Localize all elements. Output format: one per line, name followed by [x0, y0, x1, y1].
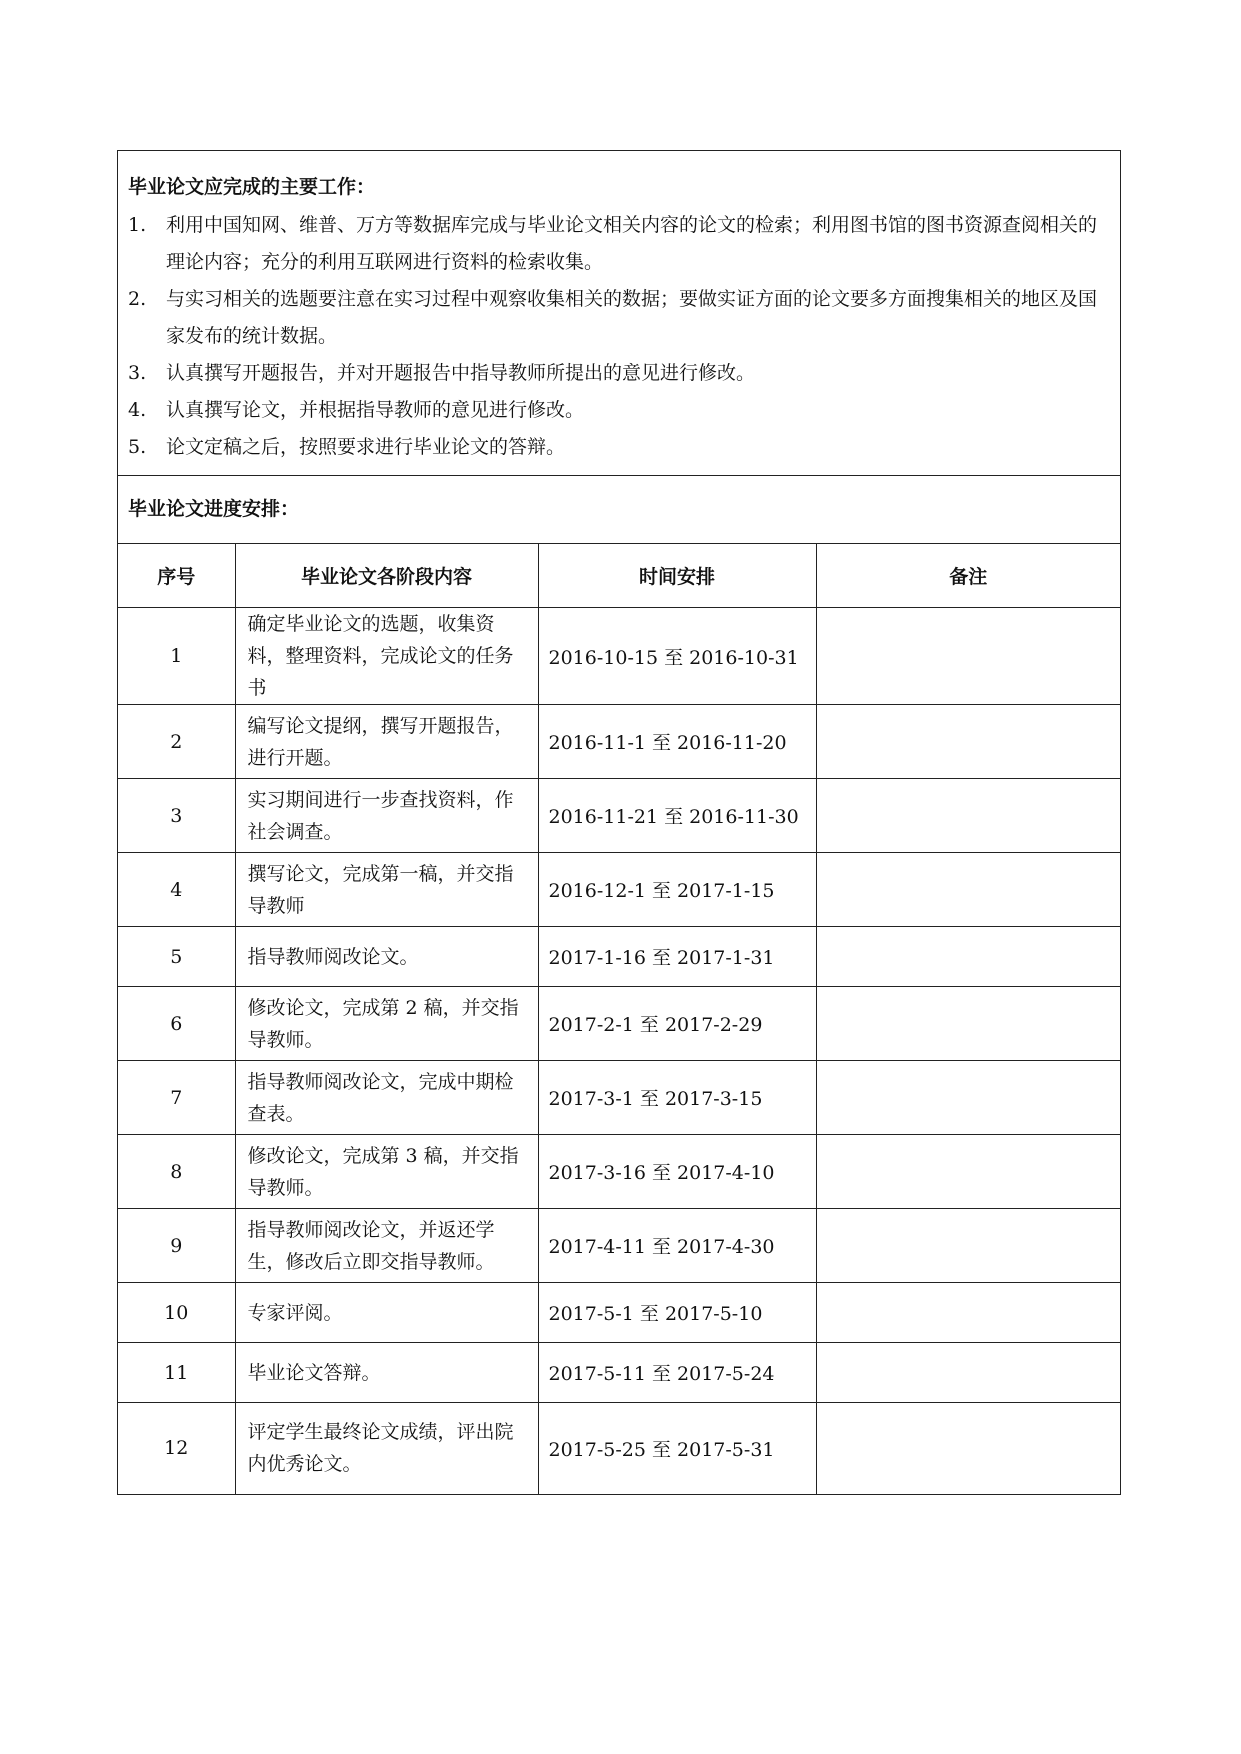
main-work-item	[128, 207, 1110, 281]
row-note	[816, 705, 1120, 779]
row-note	[816, 1061, 1120, 1135]
row-number: 12	[118, 1403, 235, 1494]
header-note: 备注	[816, 544, 1120, 608]
main-work-item	[128, 429, 1110, 466]
row-time-range: 2017-5-25 至 2017-5-31	[538, 1403, 816, 1494]
thesis-task-form	[117, 150, 1121, 1495]
main-work-item-number: 3.	[128, 362, 147, 384]
schedule-header-row	[118, 544, 1120, 608]
table-row	[118, 1403, 1120, 1494]
row-note	[816, 853, 1120, 927]
row-note	[816, 1209, 1120, 1283]
main-work-item	[128, 392, 1110, 429]
row-number: 10	[118, 1283, 235, 1343]
row-stage-content: 实习期间进行一步查找资料，作社会调查。	[235, 779, 538, 853]
row-time-range: 2017-5-1 至 2017-5-10	[538, 1283, 816, 1343]
table-row	[118, 705, 1120, 779]
table-row	[118, 1283, 1120, 1343]
main-work-item-number: 1.	[128, 214, 147, 236]
table-row	[118, 779, 1120, 853]
main-work-item-number: 2.	[128, 288, 147, 310]
table-row	[118, 1209, 1120, 1283]
schedule-section-header	[118, 476, 1120, 544]
row-stage-content: 评定学生最终论文成绩，评出院内优秀论文。	[235, 1403, 538, 1494]
main-work-list	[128, 207, 1110, 466]
table-row	[118, 853, 1120, 927]
row-stage-content: 指导教师阅改论文，完成中期检查表。	[235, 1061, 538, 1135]
row-stage-content: 毕业论文答辩。	[235, 1343, 538, 1403]
table-row	[118, 1061, 1120, 1135]
main-work-item-number: 4.	[128, 399, 147, 421]
table-row	[118, 927, 1120, 987]
table-row	[118, 987, 1120, 1061]
row-stage-content: 指导教师阅改论文。	[235, 927, 538, 987]
row-time-range: 2017-1-16 至 2017-1-31	[538, 927, 816, 987]
row-number: 2	[118, 705, 235, 779]
row-number: 8	[118, 1135, 235, 1209]
row-note	[816, 1135, 1120, 1209]
header-content: 毕业论文各阶段内容	[235, 544, 538, 608]
row-note	[816, 608, 1120, 705]
main-work-section	[118, 151, 1120, 476]
main-work-item	[128, 355, 1110, 392]
row-stage-content: 指导教师阅改论文，并返还学生，修改后立即交指导教师。	[235, 1209, 538, 1283]
main-work-title: 毕业论文应完成的主要工作：	[128, 176, 376, 198]
row-note	[816, 1403, 1120, 1494]
row-note	[816, 987, 1120, 1061]
main-work-item-text: 认真撰写开题报告，并对开题报告中指导教师所提出的意见进行修改。	[166, 362, 756, 384]
row-number: 3	[118, 779, 235, 853]
row-time-range: 2017-2-1 至 2017-2-29	[538, 987, 816, 1061]
row-time-range: 2017-4-11 至 2017-4-30	[538, 1209, 816, 1283]
row-stage-content: 撰写论文，完成第一稿，并交指导教师	[235, 853, 538, 927]
row-number: 11	[118, 1343, 235, 1403]
table-row	[118, 1135, 1120, 1209]
table-row	[118, 1343, 1120, 1403]
row-note	[816, 1343, 1120, 1403]
row-time-range: 2016-11-1 至 2016-11-20	[538, 705, 816, 779]
row-time-range: 2016-11-21 至 2016-11-30	[538, 779, 816, 853]
row-number: 5	[118, 927, 235, 987]
row-time-range: 2017-3-16 至 2017-4-10	[538, 1135, 816, 1209]
row-time-range: 2016-10-15 至 2016-10-31	[538, 608, 816, 705]
header-time: 时间安排	[538, 544, 816, 608]
row-stage-content: 修改论文，完成第 3 稿，并交指导教师。	[235, 1135, 538, 1209]
row-number: 7	[118, 1061, 235, 1135]
table-row	[118, 608, 1120, 705]
main-work-item-number: 5.	[128, 436, 147, 458]
row-stage-content: 专家评阅。	[235, 1283, 538, 1343]
row-number: 4	[118, 853, 235, 927]
row-note	[816, 927, 1120, 987]
row-note	[816, 1283, 1120, 1343]
row-time-range: 2017-5-11 至 2017-5-24	[538, 1343, 816, 1403]
row-stage-content: 确定毕业论文的选题，收集资料，整理资料，完成论文的任务书	[235, 608, 538, 705]
row-number: 6	[118, 987, 235, 1061]
row-number: 1	[118, 608, 235, 705]
row-number: 9	[118, 1209, 235, 1283]
schedule-title: 毕业论文进度安排：	[128, 498, 300, 520]
main-work-item-text: 论文定稿之后，按照要求进行毕业论文的答辩。	[166, 436, 566, 458]
main-work-item-text: 认真撰写论文，并根据指导教师的意见进行修改。	[166, 399, 585, 421]
row-stage-content: 编写论文提纲，撰写开题报告，进行开题。	[235, 705, 538, 779]
schedule-body	[118, 608, 1120, 1494]
main-work-item-text: 与实习相关的选题要注意在实习过程中观察收集相关的数据；要做实证方面的论文要多方面搜集相关的地区及国家发布的统计数据。	[166, 288, 1098, 347]
header-num: 序号	[118, 544, 235, 608]
row-time-range: 2017-3-1 至 2017-3-15	[538, 1061, 816, 1135]
row-stage-content: 修改论文，完成第 2 稿，并交指导教师。	[235, 987, 538, 1061]
main-work-item	[128, 281, 1110, 355]
row-note	[816, 779, 1120, 853]
schedule-table	[118, 544, 1120, 1494]
main-work-item-text: 利用中国知网、维普、万方等数据库完成与毕业论文相关内容的论文的检索；利用图书馆的图书资源查阅相关的理论内容；充分的利用互联网进行资料的检索收集。	[166, 214, 1098, 273]
row-time-range: 2016-12-1 至 2017-1-15	[538, 853, 816, 927]
